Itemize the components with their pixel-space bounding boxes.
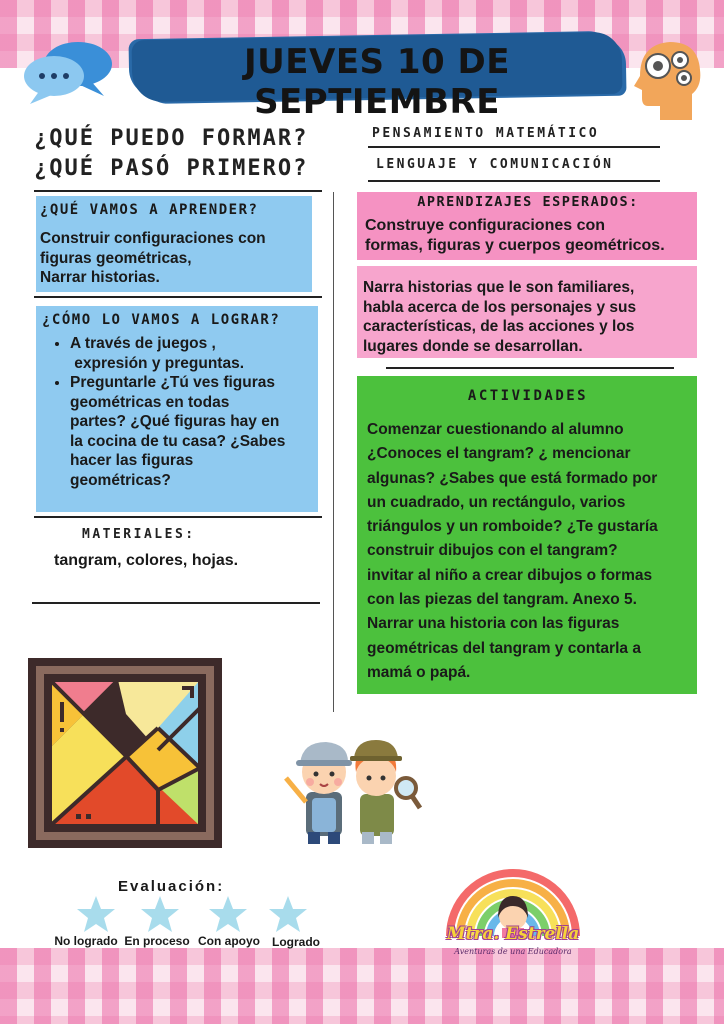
divider: [32, 602, 320, 604]
how-line: geométricas en todas: [70, 393, 230, 411]
learn-line: Narrar historias.: [40, 269, 160, 286]
learn-line: figuras geométricas,: [40, 249, 192, 267]
narrate-text: [363, 278, 691, 356]
how-heading: ¿CÓMO LO VAMOS A LOGRAR?: [42, 312, 281, 328]
how-list: [40, 334, 314, 490]
materials-text: tangram, colores, hojas.: [54, 552, 239, 569]
activities-heading: ACTIVIDADES: [467, 388, 589, 404]
narrate-line: características, de las acciones y los: [363, 318, 635, 335]
divider: [368, 146, 660, 148]
activities-line: con las piezas del tangram. Anexo 5.: [367, 591, 637, 609]
learn-text: [40, 229, 308, 288]
narrate-box: [357, 266, 697, 358]
star-icon[interactable]: [140, 894, 180, 934]
divider: [368, 180, 660, 182]
divider: [386, 367, 674, 369]
materials-heading: MATERIALES:: [82, 527, 196, 542]
eval-label-logrado: Logrado: [272, 935, 320, 949]
activities-line: invitar al niño a crear dibujos o formas: [367, 566, 653, 584]
how-box: [36, 306, 318, 512]
how-line: • A través de juegos ,: [70, 335, 216, 352]
how-line: partes? ¿Qué figuras hay en: [70, 413, 280, 430]
learn-line: Construir configuraciones con: [40, 230, 266, 247]
how-item: [70, 334, 314, 373]
how-line: la cocina de tu casa? ¿Sabes: [70, 432, 286, 450]
question-line-2: ¿QUÉ PASÓ PRIMERO?: [34, 156, 309, 181]
expected-heading: APRENDIZAJES ESPERADOS:: [417, 194, 639, 210]
brand-name: Mtra. Estrella: [446, 924, 580, 944]
activities-line: ¿Conoces el tangram? ¿ mencionar: [367, 445, 631, 463]
brand-tagline: Aventuras de una Educadora: [454, 947, 572, 956]
activities-line: Narrar una historia con las figuras: [367, 615, 620, 633]
eval-label-en-proceso: En proceso: [124, 934, 190, 948]
how-line: geométricas?: [70, 471, 171, 489]
expected-box: [357, 192, 697, 260]
activities-line: triángulos y un romboide? ¿Te gustaría: [367, 518, 658, 536]
evaluation-heading: Evaluación:: [118, 878, 225, 895]
learn-box: [36, 196, 312, 292]
head-gears-icon: [626, 36, 706, 126]
question-line-1: ¿QUÉ PUEDO FORMAR?: [34, 126, 309, 151]
expected-text: [365, 216, 691, 255]
divider: [34, 296, 322, 298]
how-line: • Preguntarle ¿Tú ves figuras: [70, 374, 275, 391]
activities-line: algunas? ¿Sabes que está formado por: [367, 469, 658, 487]
bottom-gingham-band: [0, 948, 724, 1024]
expected-line: formas, figuras y cuerpos geométricos.: [365, 236, 665, 254]
star-icon[interactable]: [268, 894, 308, 934]
tangram-icon: [28, 658, 222, 848]
narrate-line: habla acerca de los personajes y sus: [363, 298, 637, 316]
activities-box: [357, 376, 697, 694]
activities-text: [367, 418, 689, 685]
activities-line: Comenzar cuestionando al alumno: [367, 421, 624, 438]
divider: [34, 516, 322, 518]
learn-heading: ¿QUÉ VAMOS A APRENDER?: [40, 202, 259, 218]
eval-label-con-apoyo: Con apoyo: [198, 934, 260, 948]
activities-line: geométricas del tangram y contarla a: [367, 639, 641, 657]
explorer-kids-illustration: [276, 728, 426, 846]
page-title: JUEVES 10 DE SEPTIEMBRE: [244, 42, 510, 122]
field-language: LENGUAJE Y COMUNICACIÓN: [376, 157, 614, 172]
eval-label-no-logrado: No logrado: [54, 934, 118, 948]
star-icon[interactable]: [208, 894, 248, 934]
divider: [34, 190, 322, 192]
speech-bubbles-icon: [18, 36, 118, 106]
narrate-line: lugares donde se desarrollan.: [363, 337, 583, 355]
activities-line: un cuadrado, un rectángulo, varios: [367, 493, 626, 511]
how-line: expresión y preguntas.: [70, 354, 244, 372]
star-icon[interactable]: [76, 894, 116, 934]
how-item: [70, 373, 314, 490]
narrate-line: Narra historias que le son familiares,: [363, 279, 635, 296]
field-math: PENSAMIENTO MATEMÁTICO: [372, 126, 600, 141]
activities-line: construir dibujos con el tangram?: [367, 542, 618, 560]
expected-line: Construye configuraciones con: [365, 217, 606, 234]
activities-line: mamá o papá.: [367, 663, 471, 681]
how-line: hacer las figuras: [70, 452, 194, 469]
column-divider: [333, 192, 334, 712]
